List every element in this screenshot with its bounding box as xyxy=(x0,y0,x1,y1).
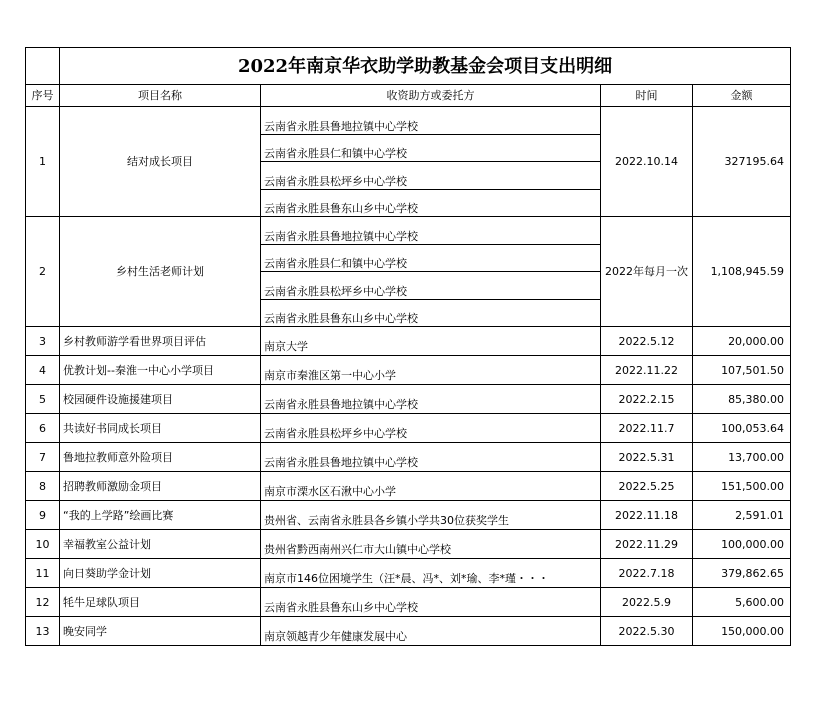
table-row xyxy=(26,356,791,385)
row-time: 2022年每月一次 xyxy=(601,217,693,327)
row-time: 2022.5.31 xyxy=(601,443,693,472)
row-project: 共读好书同成长项目 xyxy=(60,414,261,443)
row-time: 2022.11.22 xyxy=(601,356,693,385)
row-recipient: 云南省永胜县鲁地拉镇中心学校 xyxy=(261,385,601,414)
table-row xyxy=(26,617,791,646)
row-recipients xyxy=(261,107,601,217)
row-time: 2022.7.18 xyxy=(601,559,693,588)
row-time: 2022.5.9 xyxy=(601,588,693,617)
row-amount: 2,591.01 xyxy=(693,501,791,530)
row-recipient: 南京市溧水区石湫中心小学 xyxy=(261,472,601,501)
row-seq: 13 xyxy=(26,617,60,646)
table-row xyxy=(26,472,791,501)
header-recipient: 收资助方或委托方 xyxy=(261,85,601,107)
row-seq: 2 xyxy=(26,217,60,327)
row-seq: 4 xyxy=(26,356,60,385)
recipient-line: 云南省永胜县鲁东山乡中心学校 xyxy=(264,312,418,325)
table-row xyxy=(26,530,791,559)
row-amount: 327195.64 xyxy=(693,107,791,217)
row-seq: 6 xyxy=(26,414,60,443)
header-row xyxy=(26,85,791,107)
row-recipient: 云南省永胜县鲁东山乡中心学校 xyxy=(261,588,601,617)
row-time: 2022.10.14 xyxy=(601,107,693,217)
row-project: 招聘教师激励金项目 xyxy=(60,472,261,501)
row-seq: 1 xyxy=(26,107,60,217)
row-project: 晚安同学 xyxy=(60,617,261,646)
row-recipients xyxy=(261,217,601,327)
row-seq: 10 xyxy=(26,530,60,559)
row-recipient: 贵州省黔西南州兴仁市大山镇中心学校 xyxy=(261,530,601,559)
row-time: 2022.5.12 xyxy=(601,327,693,356)
recipient-line: 云南省永胜县松坪乡中心学校 xyxy=(261,272,600,300)
row-seq: 9 xyxy=(26,501,60,530)
row-seq: 3 xyxy=(26,327,60,356)
table-row xyxy=(26,327,791,356)
row-recipient: 南京市146位困境学生（汪*晨、冯*、刘*瑜、李*瑾・・・ xyxy=(261,559,601,588)
header-seq: 序号 xyxy=(26,85,60,107)
row-recipient: 南京市秦淮区第一中心小学 xyxy=(261,356,601,385)
table-row xyxy=(26,385,791,414)
row-project: 优教计划--秦淮一中心小学项目 xyxy=(60,356,261,385)
recipient-line: 云南省永胜县仁和镇中心学校 xyxy=(261,135,600,163)
table-row xyxy=(26,217,791,327)
row-amount: 379,862.65 xyxy=(693,559,791,588)
header-amount: 金额 xyxy=(693,85,791,107)
row-time: 2022.11.18 xyxy=(601,501,693,530)
row-amount: 150,000.00 xyxy=(693,617,791,646)
row-amount: 100,000.00 xyxy=(693,530,791,559)
row-project: 乡村生活老师计划 xyxy=(60,217,261,327)
row-amount: 13,700.00 xyxy=(693,443,791,472)
recipient-line: 云南省永胜县鲁地拉镇中心学校 xyxy=(261,217,600,245)
row-amount: 20,000.00 xyxy=(693,327,791,356)
table-row xyxy=(26,443,791,472)
row-project: 乡村教师游学看世界项目评估 xyxy=(60,327,261,356)
row-seq: 5 xyxy=(26,385,60,414)
title-row xyxy=(26,48,791,85)
recipient-line: 云南省永胜县鲁东山乡中心学校 xyxy=(264,202,418,215)
row-time: 2022.5.25 xyxy=(601,472,693,501)
row-amount: 85,380.00 xyxy=(693,385,791,414)
table-row xyxy=(26,559,791,588)
row-amount: 1,108,945.59 xyxy=(693,217,791,327)
row-time: 2022.2.15 xyxy=(601,385,693,414)
row-time: 2022.11.29 xyxy=(601,530,693,559)
title-corner-cell xyxy=(26,48,60,85)
row-seq: 11 xyxy=(26,559,60,588)
table-row xyxy=(26,501,791,530)
row-amount: 5,600.00 xyxy=(693,588,791,617)
row-time: 2022.5.30 xyxy=(601,617,693,646)
table-row xyxy=(26,107,791,217)
row-project: 向日葵助学金计划 xyxy=(60,559,261,588)
header-time: 时间 xyxy=(601,85,693,107)
row-amount: 107,501.50 xyxy=(693,356,791,385)
row-project: 幸福教室公益计划 xyxy=(60,530,261,559)
row-project: 鲁地拉教师意外险项目 xyxy=(60,443,261,472)
recipient-line: 云南省永胜县鲁地拉镇中心学校 xyxy=(261,107,600,135)
expense-sheet xyxy=(25,47,790,646)
header-project: 项目名称 xyxy=(60,85,261,107)
row-recipient: 南京大学 xyxy=(261,327,601,356)
recipient-line: 云南省永胜县松坪乡中心学校 xyxy=(261,162,600,190)
row-project: 校园硬件设施援建项目 xyxy=(60,385,261,414)
row-time: 2022.11.7 xyxy=(601,414,693,443)
row-project: 结对成长项目 xyxy=(60,107,261,217)
row-seq: 8 xyxy=(26,472,60,501)
row-seq: 7 xyxy=(26,443,60,472)
table-row xyxy=(26,414,791,443)
row-recipient: 南京领越青少年健康发展中心 xyxy=(261,617,601,646)
row-recipient: 贵州省、云南省永胜县各乡镇小学共30位获奖学生 xyxy=(261,501,601,530)
row-amount: 100,053.64 xyxy=(693,414,791,443)
recipient-line: 云南省永胜县仁和镇中心学校 xyxy=(261,245,600,273)
table-row xyxy=(26,588,791,617)
expense-table xyxy=(25,47,791,646)
row-amount: 151,500.00 xyxy=(693,472,791,501)
row-recipient: 云南省永胜县松坪乡中心学校 xyxy=(261,414,601,443)
row-recipient: 云南省永胜县鲁地拉镇中心学校 xyxy=(261,443,601,472)
sheet-title: 2022年南京华衣助学助教基金会项目支出明细 xyxy=(60,48,791,85)
row-seq: 12 xyxy=(26,588,60,617)
row-project: “我的上学路”绘画比赛 xyxy=(60,501,261,530)
row-project: 牦牛足球队项目 xyxy=(60,588,261,617)
